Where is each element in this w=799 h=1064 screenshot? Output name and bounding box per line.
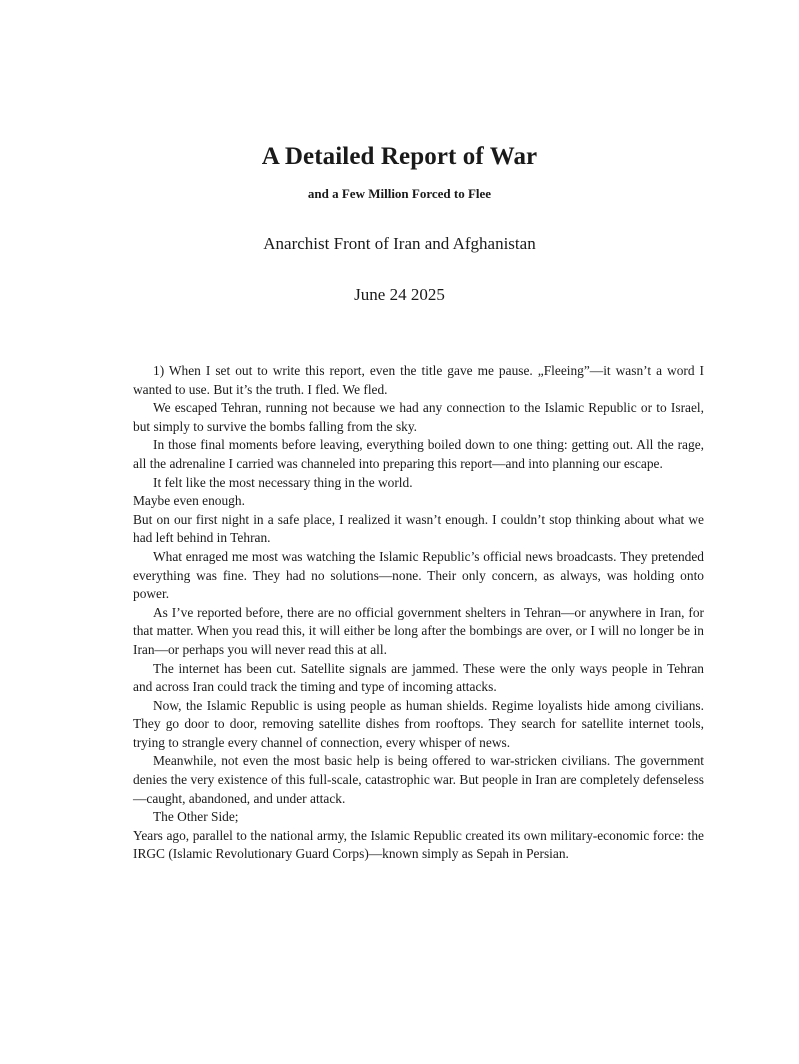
document-body — [133, 362, 704, 864]
paragraph: Maybe even enough. — [133, 493, 245, 509]
paragraph: Meanwhile, not even the most basic help is being offered to war-stricken civilians. The government denies the very existence of this full-scale, catastrophic war. But people in Iran are completely defenseless—caught, abandoned, and under attack. — [133, 753, 704, 806]
paragraph: Years ago, parallel to the national army, the Islamic Republic created its own military-economic force: the IRGC (Islamic Revolutionary Guard Corps)—known simply as Sepah in Persian. — [133, 827, 704, 862]
paragraph: It felt like the most necessary thing in the world. — [153, 474, 413, 490]
document-subtitle: and a Few Million Forced to Flee — [307, 186, 492, 201]
document-date: June 24 2025 — [354, 285, 445, 304]
paragraph: We escaped Tehran, running not because we had any connection to the Islamic Republic or to Israel, but simply to survive the bombs falling from the sky. — [133, 400, 704, 434]
paragraph: The Other Side; — [153, 809, 239, 825]
paragraph: As I’ve reported before, there are no official government shelters in Tehran—or anywhere in Iran, for that matter. When you read this, it will either be long after the bombings are over, or I will no longer be in Iran—or perhaps you will never read this at all. — [133, 604, 704, 657]
document-author: Anarchist Front of Iran and Afghanistan — [263, 234, 536, 253]
paragraph: What enraged me most was watching the Islamic Republic’s official news broadcasts. They pretended everything was fine. They had no solutions—none. Their only concern, as always, was holding onto power. — [133, 548, 704, 602]
document-title: A Detailed Report of War — [261, 143, 538, 170]
paragraph: Now, the Islamic Republic is using people as human shields. Regime loyalists hide among civilians. They go door to door, removing satellite dishes from rooftops. They search for satellite internet tools, trying to strangle every channel of connection, every whisper of news. — [133, 697, 704, 750]
paragraph: 1) When I set out to write this report, even the title gave me pause. „Fleeing”—it wasn’t a word I wanted to use. But it’s the truth. I fled. We fled. — [133, 363, 704, 397]
paragraph: The internet has been cut. Satellite signals are jammed. These were the only ways people in Tehran and across Iran could track the timing and type of incoming attacks. — [133, 660, 704, 695]
paragraph: But on our first night in a safe place, I realized it wasn’t enough. I couldn’t stop thinking about what we had left behind in Tehran. — [133, 511, 704, 546]
paragraph: In those final moments before leaving, everything boiled down to one thing: getting out. All the rage, all the adrenaline I carried was channeled into preparing this report—and into planning our escape. — [133, 437, 704, 471]
